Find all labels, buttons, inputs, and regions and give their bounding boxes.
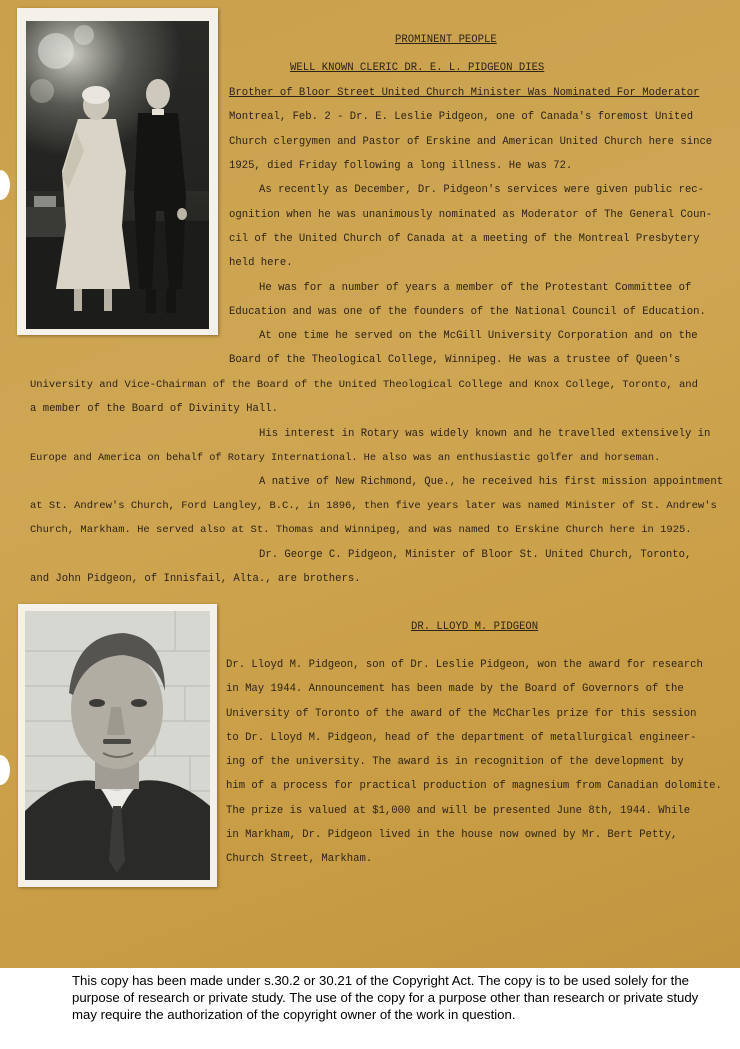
article-line: cil of the United Church of Canada at a meeting of the Montreal Presbytery	[229, 233, 700, 245]
article-line: Church clergymen and Pastor of Erskine and American United Church here since	[229, 136, 713, 148]
article2-line: in Markham, Dr. Pidgeon lived in the house now owned by Mr. Bert Petty,	[226, 829, 678, 841]
article2-headline: DR. LLOYD M. PIDGEON	[411, 621, 539, 633]
article-line: at St. Andrew's Church, Ford Langley, B.C., in 1896, then five years later was named Minister of St. Andrew's	[30, 500, 717, 512]
couple-photo	[17, 8, 218, 335]
article-line: Board of the Theological College, Winnipeg. He was a trustee of Queen's	[229, 354, 681, 366]
article2-line: University of Toronto of the award of the McCharles prize for this session	[226, 708, 697, 720]
article-line: Europe and America on behalf of Rotary International. He also was an enthusiastic golfer and horseman.	[30, 452, 661, 464]
article-line: a member of the Board of Divinity Hall.	[30, 403, 278, 415]
punch-hole	[0, 170, 10, 200]
article-line: At one time he served on the McGill University Corporation and on the	[259, 330, 698, 342]
portrait-photo	[18, 604, 217, 887]
article-headline: WELL KNOWN CLERIC DR. E. L. PIDGEON DIES	[290, 62, 545, 74]
article-subheadline: Brother of Bloor Street United Church Minister Was Nominated For Moderator	[229, 87, 700, 99]
portrait-photo-image	[25, 611, 210, 880]
article-line: and John Pidgeon, of Innisfail, Alta., are brothers.	[30, 573, 361, 585]
article-line: A native of New Richmond, Que., he received his first mission appointment	[259, 476, 724, 488]
article-line: Montreal, Feb. 2 - Dr. E. Leslie Pidgeon, one of Canada's foremost United	[229, 111, 694, 123]
article2-line: Dr. Lloyd M. Pidgeon, son of Dr. Leslie Pidgeon, won the award for research	[226, 659, 703, 671]
article-line: 1925, died Friday following a long illness. He was 72.	[229, 160, 573, 172]
couple-photo-image	[26, 21, 209, 329]
article-line: held here.	[229, 257, 293, 269]
punch-hole	[0, 755, 10, 785]
copyright-notice: This copy has been made under s.30.2 or 30.21 of the Copyright Act. The copy is to be used solely for the purpose of research or private study. The use of the copy for a purpose other than research or private study may require the authorization of the copyright owner of the work in question.	[72, 973, 699, 1022]
article2-line: ing of the university. The award is in recognition of the development by	[226, 756, 684, 768]
article-line: University and Vice-Chairman of the Board of the United Theological College and Knox College, Toronto, and	[30, 379, 698, 391]
article2-line: The prize is valued at $1,000 and will be presented June 8th, 1944. While	[226, 805, 691, 817]
article-line: Church, Markham. He served also at St. Thomas and Winnipeg, and was named to Erskine Church here in 1925.	[30, 524, 692, 536]
article-line: His interest in Rotary was widely known and he travelled extensively in	[259, 428, 711, 440]
article-line: Dr. George C. Pidgeon, Minister of Bloor St. United Church, Toronto,	[259, 549, 692, 561]
article-line: As recently as December, Dr. Pidgeon's services were given public rec-	[259, 184, 705, 196]
article2-line: in May 1944. Announcement has been made by the Board of Governors of the	[226, 683, 684, 695]
section-heading: PROMINENT PEOPLE	[395, 34, 497, 46]
article2-line: to Dr. Lloyd M. Pidgeon, head of the department of metallurgical engineer-	[226, 732, 697, 744]
article2-line: him of a process for practical production of magnesium from Canadian dolomite.	[226, 780, 722, 792]
article-line: ognition when he was unanimously nominated as Moderator of The General Coun-	[229, 209, 713, 221]
article-line: He was for a number of years a member of the Protestant Committee of	[259, 282, 692, 294]
article-line: Education and was one of the founders of the National Council of Education.	[229, 306, 706, 318]
article2-line: Church Street, Markham.	[226, 853, 373, 865]
